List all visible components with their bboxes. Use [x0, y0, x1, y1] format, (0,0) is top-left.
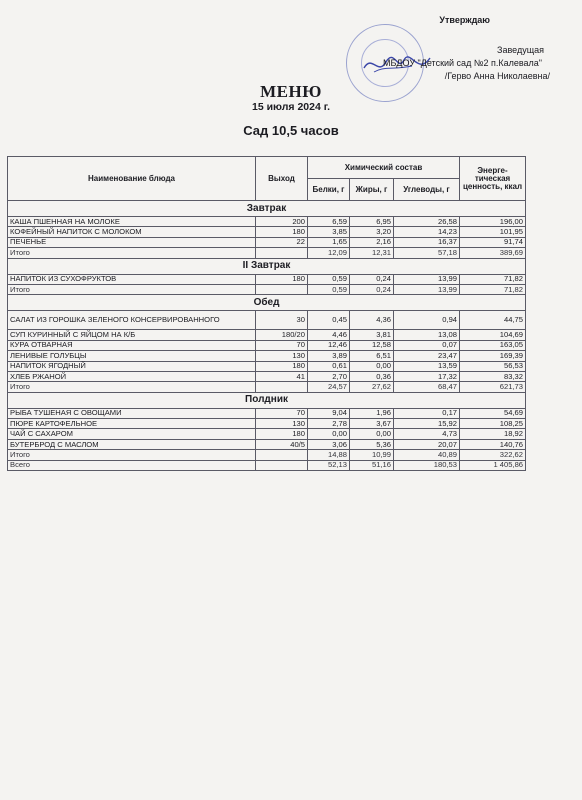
dish-carbs: 16,37: [394, 237, 460, 247]
header-fat: Жиры, г: [350, 179, 394, 201]
grand-total-fat: 51,16: [350, 460, 394, 470]
dish-fat: 3,67: [350, 419, 394, 429]
total-carbs: 57,18: [394, 248, 460, 258]
total-output-empty: [256, 382, 308, 392]
table-row: [8, 340, 526, 350]
table-row: [8, 217, 526, 227]
total-output-empty: [256, 248, 308, 258]
dish-energy: 83,32: [460, 371, 526, 381]
dish-output: 22: [256, 237, 308, 247]
section-title: Завтрак: [8, 201, 526, 217]
section-total-row: [8, 284, 526, 294]
total-protein: 0,59: [308, 284, 350, 294]
total-energy: 621,73: [460, 382, 526, 392]
dish-carbs: 0,17: [394, 408, 460, 418]
section-header-row: [8, 295, 526, 311]
dish-carbs: 17,32: [394, 371, 460, 381]
section-header-row: [8, 201, 526, 217]
dish-name: ХЛЕБ РЖАНОЙ: [8, 371, 256, 381]
section-title: II Завтрак: [8, 258, 526, 274]
total-output-empty: [256, 450, 308, 460]
table-row: [8, 237, 526, 247]
total-carbs: 13,99: [394, 284, 460, 294]
dish-name: КОФЕЙНЫЙ НАПИТОК С МОЛОКОМ: [8, 227, 256, 237]
dish-fat: 5,36: [350, 439, 394, 449]
dish-fat: 0,24: [350, 274, 394, 284]
dish-fat: 0,00: [350, 361, 394, 371]
table-row: [8, 227, 526, 237]
dish-output: 130: [256, 351, 308, 361]
dish-name: ПЕЧЕНЬЕ: [8, 237, 256, 247]
menu-subtitle: Сад 10,5 часов: [243, 123, 339, 138]
dish-protein: 3,85: [308, 227, 350, 237]
header-energy: Энерге-тическая ценность, ккал: [460, 157, 526, 201]
dish-energy: 91,74: [460, 237, 526, 247]
dish-fat: 6,51: [350, 351, 394, 361]
dish-fat: 0,36: [350, 371, 394, 381]
dish-fat: 1,96: [350, 408, 394, 418]
section-total-row: [8, 382, 526, 392]
dish-carbs: 4,73: [394, 429, 460, 439]
total-carbs: 68,47: [394, 382, 460, 392]
grand-total-label: Всего: [8, 460, 256, 470]
grand-total-output-empty: [256, 460, 308, 470]
dish-output: 180: [256, 361, 308, 371]
dish-name: НАПИТОК ЯГОДНЫЙ: [8, 361, 256, 371]
dish-protein: 2,70: [308, 371, 350, 381]
total-energy: 389,69: [460, 248, 526, 258]
total-protein: 24,57: [308, 382, 350, 392]
dish-protein: 3,06: [308, 439, 350, 449]
total-label: Итого: [8, 382, 256, 392]
table-row: [8, 351, 526, 361]
total-output-empty: [256, 284, 308, 294]
header-chemical-composition: Химический состав: [308, 157, 460, 179]
dish-output: 70: [256, 340, 308, 350]
dish-energy: 101,95: [460, 227, 526, 237]
dish-protein: 12,46: [308, 340, 350, 350]
total-fat: 27,62: [350, 382, 394, 392]
table-row: [8, 274, 526, 284]
approval-position: Заведущая: [497, 45, 544, 55]
total-carbs: 40,89: [394, 450, 460, 460]
section-title: Обед: [8, 295, 526, 311]
menu-table: [7, 156, 526, 471]
menu-date: 15 июля 2024 г.: [252, 101, 330, 113]
dish-fat: 12,58: [350, 340, 394, 350]
dish-carbs: 26,58: [394, 217, 460, 227]
menu-table-body: [8, 201, 526, 471]
table-row: [8, 330, 526, 340]
dish-energy: 18,92: [460, 429, 526, 439]
page-title: МЕНЮ: [260, 82, 322, 101]
total-energy: 322,62: [460, 450, 526, 460]
approval-organization: МБДОУ "Детский сад №2 п.Калевала": [383, 58, 542, 68]
table-row: [8, 429, 526, 439]
dish-output: 180: [256, 274, 308, 284]
dish-energy: 163,05: [460, 340, 526, 350]
dish-energy: 104,69: [460, 330, 526, 340]
total-label: Итого: [8, 450, 256, 460]
table-row: [8, 439, 526, 449]
section-total-row: [8, 450, 526, 460]
dish-fat: 4,36: [350, 311, 394, 330]
dish-energy: 140,76: [460, 439, 526, 449]
dish-protein: 4,46: [308, 330, 350, 340]
section-header-row: [8, 258, 526, 274]
total-fat: 0,24: [350, 284, 394, 294]
header-protein: Белки, г: [308, 179, 350, 201]
approval-title: Утверждаю: [439, 15, 490, 25]
table-row: [8, 419, 526, 429]
dish-output: 40/5: [256, 439, 308, 449]
total-fat: 12,31: [350, 248, 394, 258]
header-carbs: Углеводы, г: [394, 179, 460, 201]
dish-energy: 54,69: [460, 408, 526, 418]
section-header-row: [8, 392, 526, 408]
dish-carbs: 0,07: [394, 340, 460, 350]
dish-output: 180: [256, 429, 308, 439]
total-protein: 12,09: [308, 248, 350, 258]
dish-name: КУРА ОТВАРНАЯ: [8, 340, 256, 350]
dish-protein: 1,65: [308, 237, 350, 247]
dish-name: РЫБА ТУШЕНАЯ С ОВОЩАМИ: [8, 408, 256, 418]
dish-carbs: 13,59: [394, 361, 460, 371]
dish-fat: 3,20: [350, 227, 394, 237]
dish-protein: 0,61: [308, 361, 350, 371]
dish-protein: 0,00: [308, 429, 350, 439]
grand-total-protein: 52,13: [308, 460, 350, 470]
table-row: [8, 371, 526, 381]
dish-fat: 3,81: [350, 330, 394, 340]
dish-energy: 71,82: [460, 274, 526, 284]
dish-output: 180: [256, 227, 308, 237]
total-energy: 71,82: [460, 284, 526, 294]
table-row: [8, 361, 526, 371]
dish-fat: 2,16: [350, 237, 394, 247]
dish-name: ЛЕНИВЫЕ ГОЛУБЦЫ: [8, 351, 256, 361]
dish-energy: 56,53: [460, 361, 526, 371]
dish-protein: 0,45: [308, 311, 350, 330]
section-total-row: [8, 248, 526, 258]
dish-name: САЛАТ ИЗ ГОРОШКА ЗЕЛЕНОГО КОНСЕРВИРОВАННОГО: [8, 311, 256, 330]
dish-name: БУТЕРБРОД С МАСЛОМ: [8, 439, 256, 449]
dish-protein: 6,59: [308, 217, 350, 227]
dish-name: КАША ПШЕННАЯ НА МОЛОКЕ: [8, 217, 256, 227]
dish-output: 30: [256, 311, 308, 330]
dish-protein: 2,78: [308, 419, 350, 429]
dish-carbs: 0,94: [394, 311, 460, 330]
grand-total-carbs: 180,53: [394, 460, 460, 470]
table-row: [8, 408, 526, 418]
total-protein: 14,88: [308, 450, 350, 460]
dish-output: 180/20: [256, 330, 308, 340]
dish-output: 41: [256, 371, 308, 381]
dish-carbs: 20,07: [394, 439, 460, 449]
dish-energy: 108,25: [460, 419, 526, 429]
dish-protein: 0,59: [308, 274, 350, 284]
grand-total-energy: 1 405,86: [460, 460, 526, 470]
dish-fat: 6,95: [350, 217, 394, 227]
dish-carbs: 13,99: [394, 274, 460, 284]
dish-energy: 169,39: [460, 351, 526, 361]
dish-energy: 44,75: [460, 311, 526, 330]
dish-output: 70: [256, 408, 308, 418]
dish-name: СУП КУРИННЫЙ С ЯЙЦОМ НА К/Б: [8, 330, 256, 340]
header-dish-name: Наименование блюда: [8, 157, 256, 201]
dish-carbs: 23,47: [394, 351, 460, 361]
dish-output: 130: [256, 419, 308, 429]
dish-name: ПЮРЕ КАРТОФЕЛЬНОЕ: [8, 419, 256, 429]
table-row: [8, 311, 526, 330]
dish-carbs: 13,08: [394, 330, 460, 340]
total-label: Итого: [8, 284, 256, 294]
header-output: Выход: [256, 157, 308, 201]
grand-total-row: [8, 460, 526, 470]
dish-name: НАПИТОК ИЗ СУХОФРУКТОВ: [8, 274, 256, 284]
dish-carbs: 15,92: [394, 419, 460, 429]
dish-carbs: 14,23: [394, 227, 460, 237]
dish-output: 200: [256, 217, 308, 227]
total-label: Итого: [8, 248, 256, 258]
dish-protein: 3,89: [308, 351, 350, 361]
section-title: Полдник: [8, 392, 526, 408]
dish-energy: 196,00: [460, 217, 526, 227]
dish-protein: 9,04: [308, 408, 350, 418]
total-fat: 10,99: [350, 450, 394, 460]
approval-head-name: /Герво Анна Николаевна/: [444, 71, 550, 81]
dish-name: ЧАЙ С САХАРОМ: [8, 429, 256, 439]
dish-fat: 0,00: [350, 429, 394, 439]
